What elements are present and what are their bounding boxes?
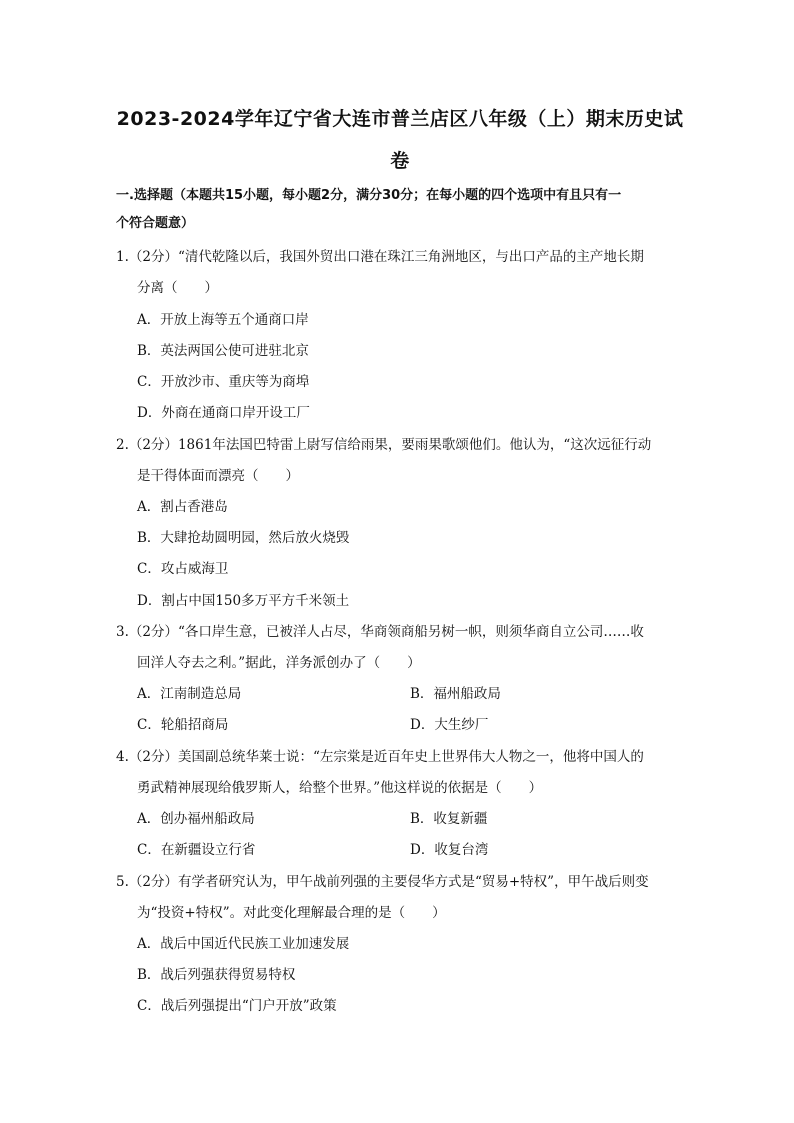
question-3-stem-continued: 回洋人夺去之利。”据此，洋务派创办了（ ）	[137, 655, 421, 671]
question-2-option-a: A．割占香港岛	[137, 499, 228, 515]
question-3-option-b: B．福州船政局	[410, 686, 501, 702]
question-4-option-a: A．创办福州船政局	[137, 811, 255, 827]
question-2-option-c: C．攻占威海卫	[137, 561, 229, 577]
question-2-option-d: D．割占中国150多万平方千米领土	[137, 593, 350, 609]
question-5-stem: 5.（2分）有学者研究认为，甲午战前列强的主要侵华方式是“贸易+特权”，甲午战后则变	[116, 874, 649, 890]
question-4-option-b: B．收复新疆	[410, 811, 488, 827]
question-2-option-b: B．大肆抢劫圆明园，然后放火烧毁	[137, 530, 350, 546]
question-3-option-a: A．江南制造总局	[137, 686, 242, 702]
question-5-option-a: A．战后中国近代民族工业加速发展	[137, 936, 350, 952]
question-1-stem-continued: 分离（ ）	[137, 280, 218, 296]
question-2-stem-continued: 是干得体面而漂亮（ ）	[137, 468, 299, 484]
question-3-option-d: D．大生纱厂	[410, 717, 489, 733]
question-2-stem: 2.（2分）1861年法国巴特雷上尉写信给雨果，要雨果歌颂他们。他认为，“这次远征行动	[116, 437, 652, 453]
question-1-option-b: B．英法两国公使可进驻北京	[137, 343, 309, 359]
question-4-stem: 4.（2分）美国副总统华莱士说：“左宗棠是近百年史上世界伟大人物之一，他将中国人的	[116, 749, 644, 765]
question-4-option-c: C．在新疆设立行省	[137, 842, 256, 858]
section-heading-continued: 个符合题意）	[116, 216, 195, 231]
question-4-stem-continued: 勇武精神展现给俄罗斯人，给整个世界。”他这样说的依据是（ ）	[137, 780, 543, 796]
question-5-option-b: B．战后列强获得贸易特权	[137, 967, 296, 983]
question-3-option-c: C．轮船招商局	[137, 717, 229, 733]
question-5-stem-continued: 为“投资+特权”。对此变化理解最合理的是（ ）	[137, 905, 446, 921]
question-1-stem: 1.（2分）“清代乾隆以后，我国外贸出口港在珠江三角洲地区，与出口产品的主产地长期	[116, 249, 644, 265]
question-4-option-d: D．收复台湾	[410, 842, 489, 858]
question-5-option-c: C．战后列强提出“门户开放”政策	[137, 998, 337, 1014]
question-3-stem: 3.（2分）“各口岸生意，已被洋人占尽，华商领商船另树一帜，则须华商自立公司……收	[116, 624, 644, 640]
page-title-continued: 卷	[390, 150, 410, 172]
page-title: 2023-2024学年辽宁省大连市普兰店区八年级（上）期末历史试	[116, 108, 684, 130]
question-1-option-a: A．开放上海等五个通商口岸	[137, 312, 309, 328]
question-1-option-d: D．外商在通商口岸开设工厂	[137, 405, 310, 421]
question-1-option-c: C．开放沙市、重庆等为商埠	[137, 374, 310, 390]
section-heading: 一.选择题（本题共15小题，每小题2分，满分30分；在每小题的四个选项中有且只有一	[116, 188, 622, 203]
